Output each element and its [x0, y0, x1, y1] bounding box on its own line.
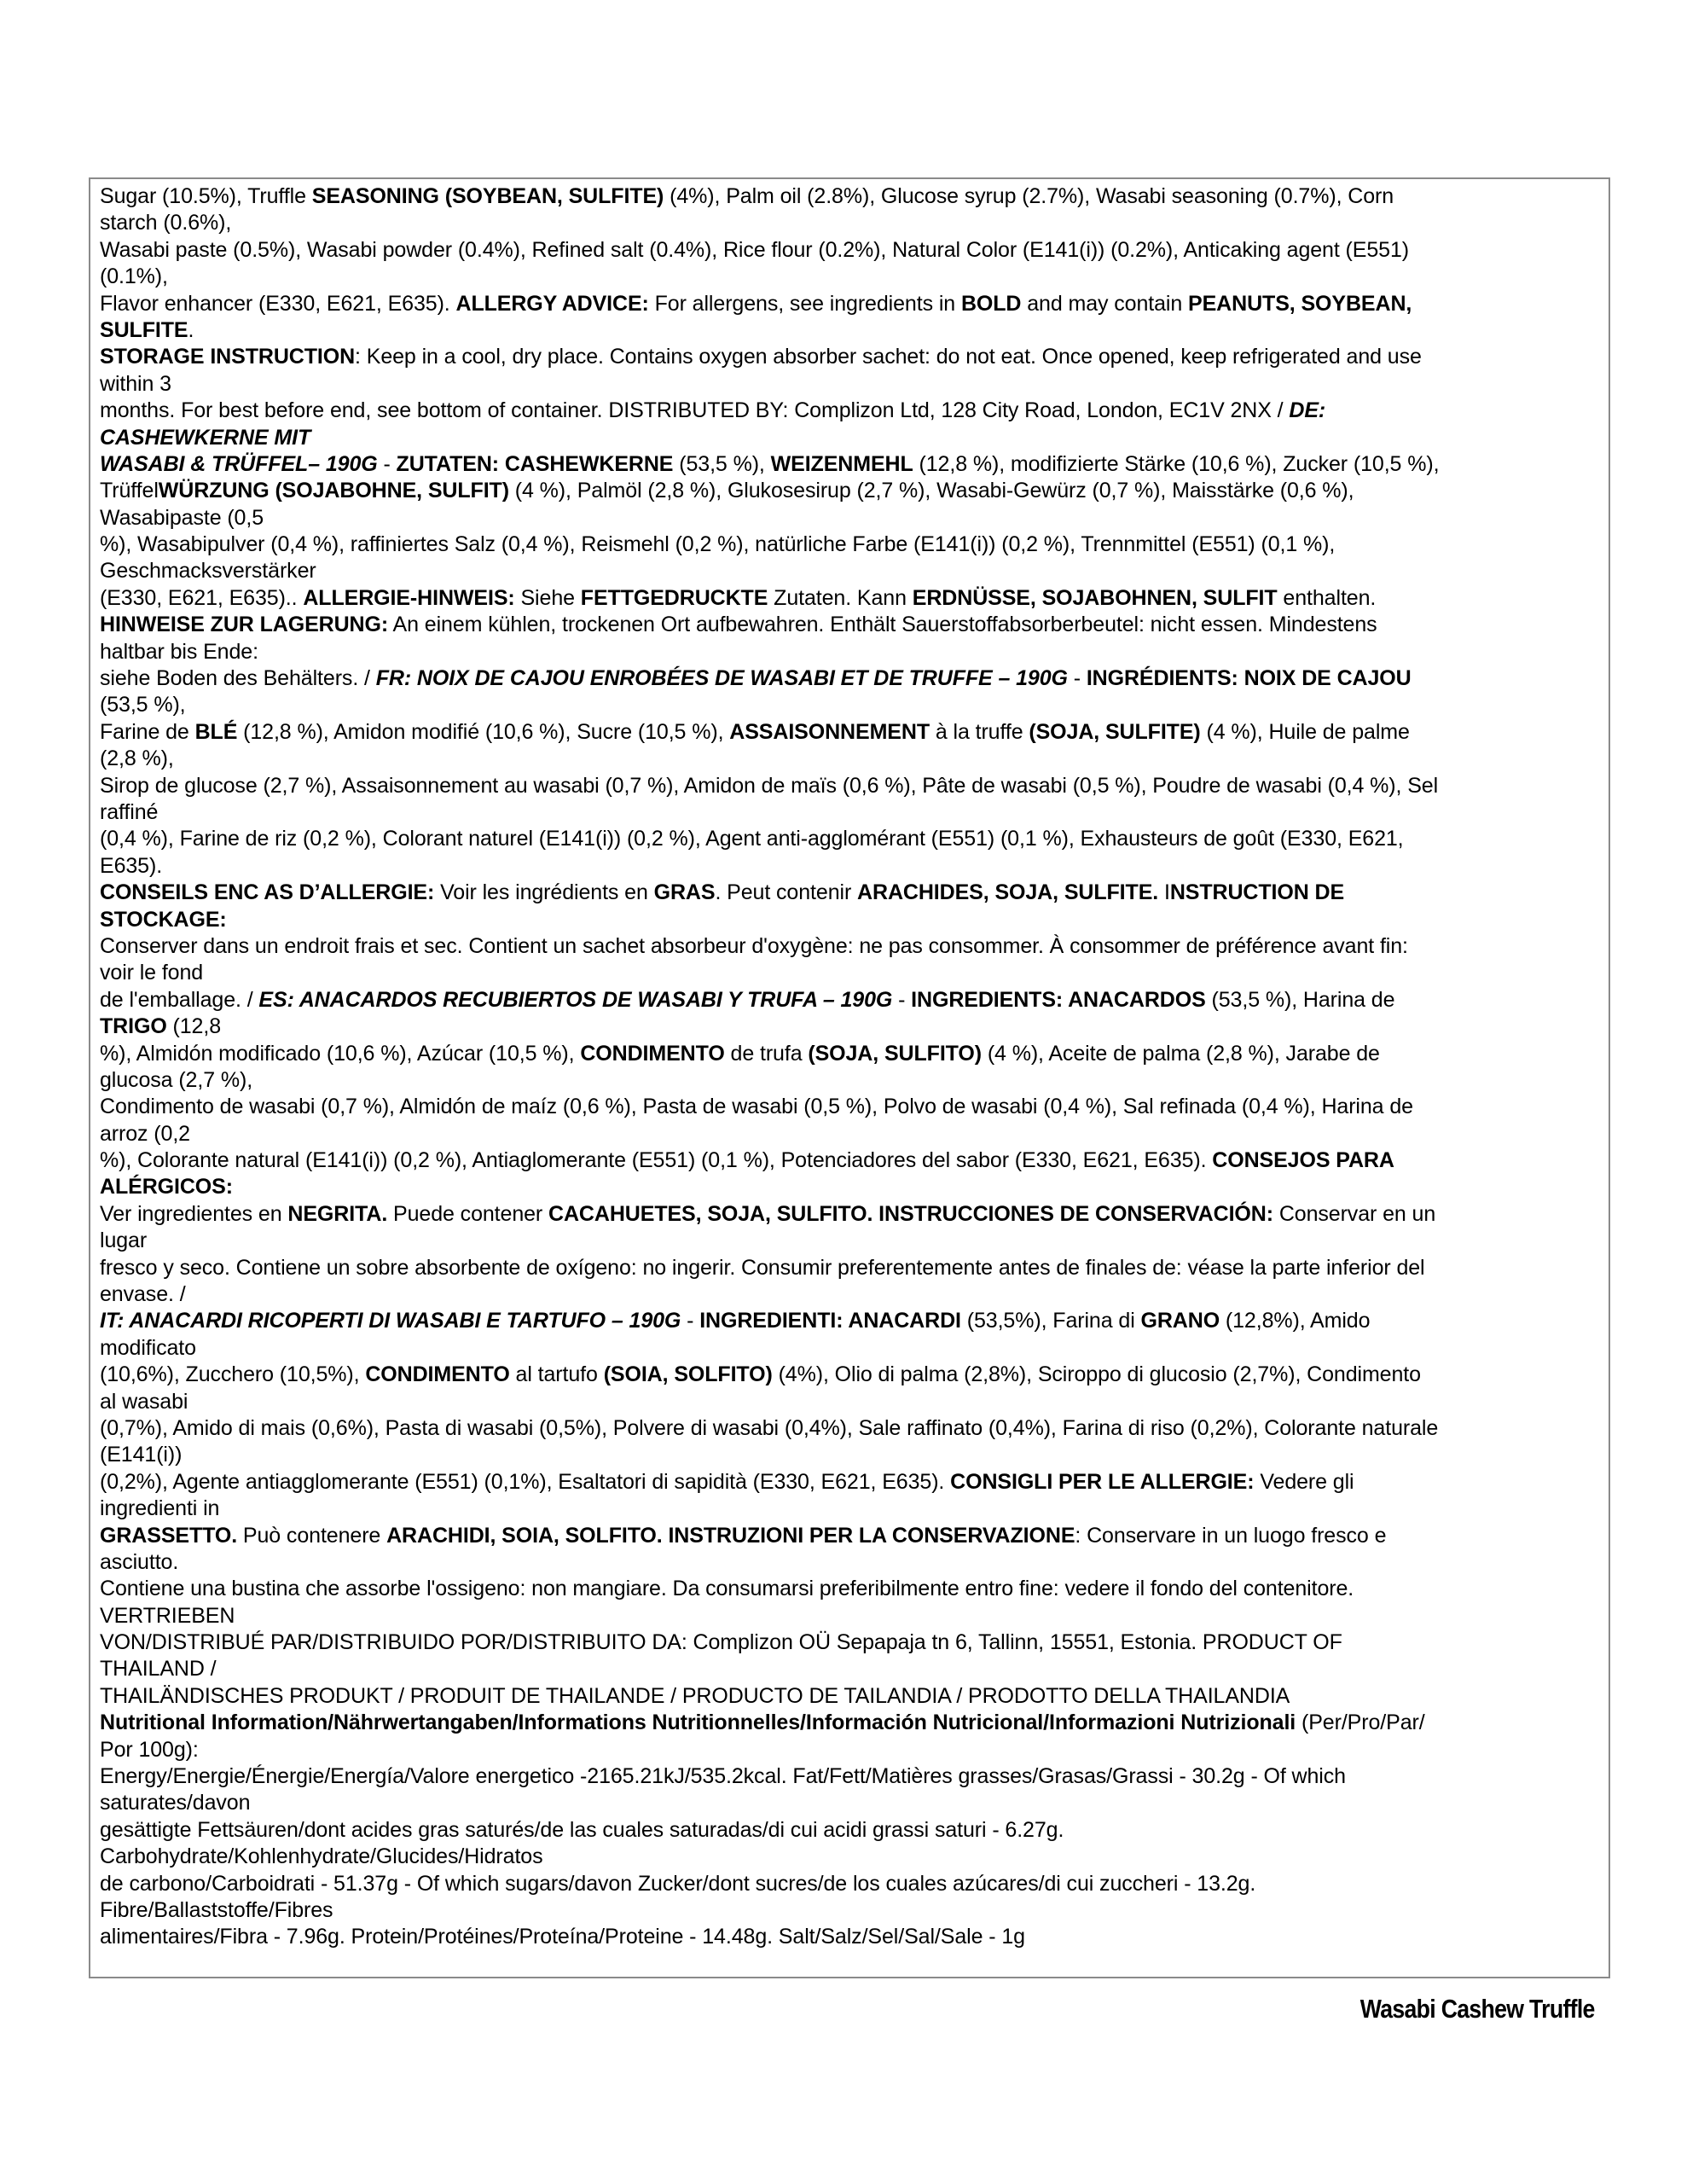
- label-text-segment: ARACHIDI, SOIA, SOLFITO. INSTRUZIONI PER LA CONSERVAZIONE: [386, 1523, 1075, 1548]
- label-text-segment: GRANO: [1140, 1309, 1220, 1333]
- label-text-line: [100, 639, 1600, 665]
- label-text-segment: FR: NOIX DE CAJOU ENROBÉES DE WASABI ET DE TRUFFE – 190G: [375, 666, 1068, 691]
- label-text-line: [100, 1710, 1600, 1736]
- label-text-segment: saturates/davon: [100, 1791, 251, 1815]
- label-text-segment: (4%), Olio di palma (2,8%), Sciroppo di glucosio (2,7%), Condimento: [772, 1362, 1421, 1387]
- label-text-segment: ZUTATEN: CASHEWKERNE: [396, 451, 674, 476]
- label-text-line: [100, 880, 1600, 906]
- label-text-segment: (4 %), Aceite de palma (2,8 %), Jarabe de: [981, 1041, 1380, 1066]
- label-text-line: [100, 773, 1600, 799]
- label-text-line: [100, 398, 1600, 424]
- label-text-line: [100, 344, 1600, 370]
- label-text-segment: TRIGO: [100, 1014, 167, 1039]
- label-text-segment: WEIZENMEHL: [770, 451, 913, 476]
- label-text-segment: (53,5 %),: [673, 451, 771, 476]
- label-text-segment: NEGRITA.: [287, 1201, 388, 1226]
- label-text-line: [100, 558, 1600, 584]
- label-text-segment: Nutritional Information/Nährwertangaben/Informations Nutritionnelles/Información Nutricional/Informazioni Nutrizionali: [100, 1711, 1296, 1735]
- label-text-line: [100, 665, 1600, 692]
- label-text-segment: SULFITE: [100, 317, 188, 342]
- label-text-segment: de carbono/Carboidrati - 51.37g - Of which sugars/davon Zucker/dont sucres/de los cuales azúcares/di cui zuccheri - 13.2g.: [100, 1871, 1256, 1896]
- label-text-line: [100, 907, 1600, 933]
- label-text-line: [100, 1041, 1600, 1067]
- label-text-line: [100, 183, 1600, 210]
- label-text-segment: fresco y seco. Contiene un sobre absorbente de oxígeno: no ingerir. Consumir preferentemente antes de finales de: véase la parte inferior del: [100, 1255, 1425, 1280]
- label-text-segment: (10,6%), Zucchero (10,5%),: [100, 1362, 366, 1387]
- label-text-segment: WÜRZUNG (SOJABOHNE, SULFIT): [158, 479, 509, 503]
- label-text-segment: (E330, E621, E635)..: [100, 585, 304, 610]
- label-text-line: [100, 1094, 1600, 1120]
- label-text-segment: (4%), Palm oil (2.8%), Glucose syrup (2.7%), Wasabi seasoning (0.7%), Corn: [664, 184, 1394, 208]
- label-text-line: [100, 1683, 1600, 1710]
- label-text-line: [100, 1523, 1600, 1549]
- label-text-segment: Sirop de glucose (2,7 %), Assaisonnement au wasabi (0,7 %), Amidon de maïs (0,6 %), Pâte de wasabi (0,5 %), Poudre de wasabi (0,4 %), Sel: [100, 773, 1439, 798]
- label-text-segment: voir le fond: [100, 961, 204, 985]
- label-text-line: [100, 853, 1600, 880]
- label-text-line: [100, 1737, 1600, 1763]
- label-text-line: [100, 1576, 1600, 1602]
- label-text-segment: ALLERGY ADVICE:: [455, 291, 649, 316]
- label-text-segment: Zutaten. Kann: [768, 585, 913, 610]
- label-text-segment: al tartufo: [509, 1362, 604, 1387]
- label-text-segment: gesättigte Fettsäuren/dont acides gras saturés/de las cuales saturadas/di cui acidi grassi saturi - 6.27g.: [100, 1817, 1064, 1842]
- label-text-line: [100, 746, 1600, 772]
- label-text-segment: Trüffel: [100, 479, 159, 503]
- label-text-line: [100, 1201, 1600, 1228]
- label-text-segment: arroz (0,2: [100, 1121, 190, 1146]
- label-text-segment: %), Almidón modificado (10,6 %), Azúcar (10,5 %),: [100, 1041, 581, 1066]
- label-text-segment: CASHEWKERNE MIT: [100, 425, 311, 450]
- label-text-segment: I: [1158, 880, 1170, 905]
- label-text-segment: CACAHUETES, SOJA, SULFITO. INSTRUCCIONES DE CONSERVACIÓN:: [548, 1201, 1273, 1226]
- label-text-segment: (SOJA, SULFITE): [1029, 719, 1201, 744]
- label-text-line: [100, 1174, 1600, 1200]
- label-text-line: [100, 425, 1600, 451]
- label-text-line: [100, 692, 1600, 718]
- label-text-line: [100, 291, 1600, 317]
- label-text-line: [100, 264, 1600, 290]
- label-text-segment: al wasabi: [100, 1389, 188, 1414]
- label-text-segment: (0.1%),: [100, 264, 168, 289]
- label-text-segment: Voir les ingrédients en: [434, 880, 654, 905]
- label-text-line: [100, 1603, 1600, 1629]
- label-text-line: [100, 1469, 1600, 1496]
- label-text-segment: Condimento de wasabi (0,7 %), Almidón de maíz (0,6 %), Pasta de wasabi (0,5 %), Polvo de wasabi (0,4 %), Sal refinada (0,4 %), Harina de: [100, 1095, 1413, 1119]
- label-text-line: [100, 1629, 1600, 1656]
- label-text-segment: GRASSETTO.: [100, 1523, 238, 1548]
- label-text-line: [100, 1067, 1600, 1094]
- label-text-line: [100, 1844, 1600, 1870]
- label-text-segment: CONSIGLI PER LE ALLERGIE:: [950, 1469, 1255, 1494]
- label-text-segment: de trufa: [724, 1041, 809, 1066]
- label-text-line: [100, 1014, 1600, 1040]
- label-text-line: [100, 1228, 1600, 1254]
- label-text-segment: (4 %), Huile de palme: [1200, 719, 1410, 744]
- label-text-segment: (SOJA, SULFITO): [808, 1041, 982, 1066]
- label-text-segment: VERTRIEBEN: [100, 1603, 235, 1628]
- label-text-segment: FETTGEDRUCKTE: [580, 585, 768, 610]
- label-text-line: [100, 1817, 1600, 1844]
- label-text-line: [100, 1763, 1600, 1790]
- label-text-line: [100, 210, 1600, 236]
- label-text-segment: alimentaires/Fibra - 7.96g. Protein/Protéines/Proteína/Proteine - 14.48g. Salt/Salz/Sel/Sal/Sale - 1g: [100, 1925, 1025, 1949]
- label-text-line: [100, 1281, 1600, 1308]
- label-text-line: [100, 1335, 1600, 1362]
- label-text-segment: Sugar (10.5%), Truffle: [100, 184, 312, 208]
- label-text-segment: months. For best before end, see bottom of container. DISTRIBUTED BY: Complizon Ltd, 128 City Road, London, EC1V 2NX /: [100, 398, 1290, 423]
- label-text-line: [100, 1255, 1600, 1281]
- label-text-segment: modificato: [100, 1335, 196, 1360]
- label-text-segment: envase. /: [100, 1282, 186, 1307]
- label-text-segment: glucosa (2,7 %),: [100, 1067, 253, 1092]
- label-text-segment: An einem kühlen, trockenen Ort aufbewahren. Enthält Sauerstoffabsorberbeutel: nicht essen. Mindestens: [388, 613, 1377, 637]
- label-text-segment: : Keep in a cool, dry place. Contains oxygen absorber sachet: do not eat. Once opened, keep refrigerated and use: [355, 345, 1422, 369]
- label-text-line: [100, 585, 1600, 612]
- label-text-segment: lugar: [100, 1228, 148, 1253]
- label-text-segment: ERDNÜSSE, SOJABOHNEN, SULFIT: [912, 585, 1278, 610]
- label-text-segment: (2,8 %),: [100, 746, 174, 771]
- label-text-line: [100, 1924, 1600, 1950]
- label-text-segment: à la truffe: [930, 719, 1029, 744]
- label-text-segment: INGREDIENTI: ANACARDI: [699, 1309, 961, 1333]
- label-text-line: [100, 1871, 1600, 1897]
- label-text-segment: Carbohydrate/Kohlenhydrate/Glucides/Hidratos: [100, 1844, 543, 1869]
- label-text-segment: (12,8 %), modifizierte Stärke (10,6 %), Zucker (10,5 %),: [913, 451, 1440, 476]
- label-text-segment: CONSEJOS PARA: [1212, 1148, 1394, 1173]
- label-text-segment: CONDIMENTO: [365, 1362, 510, 1387]
- label-text-segment: siehe Boden des Behälters. /: [100, 666, 376, 691]
- label-text-segment: (53,5%), Farina di: [960, 1309, 1141, 1333]
- label-text-segment: ASSAISONNEMENT: [729, 719, 930, 744]
- label-text-line: [100, 478, 1600, 504]
- label-text-line: [100, 237, 1600, 264]
- label-text-segment: Farine de: [100, 719, 195, 744]
- label-text-line: [100, 719, 1600, 746]
- label-text-segment: ALÉRGICOS:: [100, 1175, 233, 1199]
- label-text-segment: -: [377, 451, 397, 476]
- label-text-segment: (53,5 %), Harina de: [1205, 987, 1395, 1012]
- label-text-segment: (0,7%), Amido di mais (0,6%), Pasta di wasabi (0,5%), Polvere di wasabi (0,4%), Sale raffinato (0,4%), Farina di riso (0,2%), Colorante naturale: [100, 1415, 1439, 1440]
- label-text-line: [100, 1147, 1600, 1174]
- label-text-segment: : Conservare in un luogo fresco e: [1075, 1523, 1387, 1548]
- label-text-segment: .: [188, 317, 194, 342]
- label-text-segment: (12,8 %), Amidon modifié (10,6 %), Sucre (10,5 %),: [237, 719, 730, 744]
- label-text-segment: %), Colorante natural (E141(i)) (0,2 %), Antiaglomerante (E551) (0,1 %), Potenciadores del sabor (E330, E621, E635).: [100, 1148, 1213, 1173]
- label-text-line: [100, 531, 1600, 558]
- label-text-segment: enthalten.: [1277, 585, 1377, 610]
- label-text-segment: E635).: [100, 853, 163, 878]
- label-text-line: [100, 1389, 1600, 1415]
- label-text-segment: . Peut contenir: [715, 880, 858, 905]
- label-text-line: [100, 1442, 1600, 1468]
- label-text-segment: For allergens, see ingredients in: [648, 291, 961, 316]
- label-text-segment: THAILÄNDISCHES PRODUKT / PRODUIT DE THAILANDE / PRODUCTO DE TAILANDIA / PRODOTTO DELLA THAILANDIA: [100, 1683, 1290, 1708]
- label-text-line: [100, 1362, 1600, 1388]
- label-text-segment: GRAS: [653, 880, 716, 905]
- label-text-segment: HINWEISE ZUR LAGERUNG:: [100, 613, 389, 637]
- label-text-segment: BOLD: [960, 291, 1022, 316]
- label-text-segment: (12,8%), Amido: [1220, 1309, 1371, 1333]
- label-text-line: [100, 960, 1600, 986]
- label-text-segment: (0,4 %), Farine de riz (0,2 %), Colorant naturel (E141(i)) (0,2 %), Agent anti-agglomérant (E551) (0,1 %), Exhausteurs de goût (E330, E621,: [100, 827, 1404, 851]
- label-text-segment: Puede contener: [387, 1201, 549, 1226]
- label-text-segment: de l'emballage. /: [100, 987, 259, 1012]
- label-text-segment: starch (0.6%),: [100, 211, 232, 235]
- label-text-line: [100, 987, 1600, 1014]
- label-text-segment: ARACHIDES, SOJA, SULFITE.: [857, 880, 1159, 905]
- label-text-segment: (12,8: [166, 1014, 222, 1039]
- label-text-line: [100, 826, 1600, 852]
- label-text-segment: CONDIMENTO: [580, 1041, 725, 1066]
- label-text-segment: %), Wasabipulver (0,4 %), raffiniertes Salz (0,4 %), Reismehl (0,2 %), natürliche Farbe (E141(i)) (0,2 %), Trennmittel (E551) (0,1 %),: [100, 532, 1336, 557]
- label-text-segment: (53,5 %),: [100, 693, 186, 717]
- label-text-segment: Conserver dans un endroit frais et sec. Contient un sachet absorbeur d'oxygène: ne pas consommer. À consommer de préférence avant fin:: [100, 933, 1408, 958]
- label-text-segment: STOCKAGE:: [100, 907, 227, 932]
- label-text-segment: haltbar bis Ende:: [100, 639, 258, 664]
- label-text-line: [100, 1415, 1600, 1442]
- label-text-segment: Wasabipaste (0,5: [100, 505, 264, 530]
- label-text-segment: Por 100g):: [100, 1737, 199, 1762]
- label-text-segment: INGRÉDIENTS: NOIX DE CAJOU: [1086, 666, 1412, 691]
- label-text-line: [100, 1496, 1600, 1522]
- label-text-segment: Siehe: [514, 585, 581, 610]
- label-text-segment: VON/DISTRIBUÉ PAR/DISTRIBUIDO POR/DISTRIBUITO DA: Complizon OÜ Sepapaja tn 6, Tallinn, 15551, Estonia. PRODUCT OF: [100, 1630, 1342, 1655]
- label-text-line: [100, 799, 1600, 826]
- label-text-segment: -: [1067, 666, 1087, 691]
- label-text-segment: NSTRUCTION DE: [1169, 880, 1345, 905]
- label-text-segment: -: [681, 1309, 700, 1333]
- label-text-segment: (4 %), Palmöl (2,8 %), Glukosesirup (2,7 %), Wasabi-Gewürz (0,7 %), Maisstärke (0,6 %),: [508, 479, 1354, 503]
- label-text-segment: STORAGE INSTRUCTION: [100, 345, 356, 369]
- label-text-segment: Può contenere: [237, 1523, 387, 1548]
- label-text-line: [100, 1897, 1600, 1924]
- label-text-segment: raffiné: [100, 799, 159, 824]
- ingredients-label-box: [89, 177, 1610, 1978]
- label-text-segment: THAILAND /: [100, 1657, 217, 1682]
- label-text-segment: (E141(i)): [100, 1443, 183, 1467]
- label-text-segment: Geschmacksverstärker: [100, 559, 316, 584]
- label-text-segment: Fibre/Ballaststoffe/Fibres: [100, 1898, 333, 1922]
- label-text-segment: Wasabi paste (0.5%), Wasabi powder (0.4%), Refined salt (0.4%), Rice flour (0.2%), Natural Color (E141(i)) (0.2%), Anticaking agent (E551): [100, 237, 1409, 262]
- label-text-segment: PEANUTS, SOYBEAN,: [1188, 291, 1412, 316]
- label-text-segment: asciutto.: [100, 1549, 179, 1574]
- label-text-segment: (SOIA, SOLFITO): [603, 1362, 773, 1387]
- label-text-segment: and may contain: [1021, 291, 1189, 316]
- label-text-line: [100, 1790, 1600, 1816]
- label-text-segment: Ver ingredientes en: [100, 1201, 288, 1226]
- label-text-line: [100, 1121, 1600, 1147]
- label-text-segment: ingredienti in: [100, 1496, 220, 1521]
- label-text-line: [100, 451, 1600, 478]
- label-text-line: [100, 612, 1600, 638]
- label-text-line: [100, 371, 1600, 398]
- label-text-segment: WASABI & TRÜFFEL– 190G: [100, 451, 378, 476]
- label-text-line: [100, 933, 1600, 960]
- label-text-segment: BLÉ: [194, 719, 238, 744]
- label-text-line: [100, 1656, 1600, 1682]
- label-text-segment: CONSEILS ENC AS D’ALLERGIE:: [100, 880, 435, 905]
- label-text-line: [100, 505, 1600, 531]
- label-text-segment: IT: ANACARDI RICOPERTI DI WASABI E TARTUFO – 190G: [100, 1309, 681, 1333]
- label-text-segment: ES: ANACARDOS RECUBIERTOS DE WASABI Y TRUFA – 190G: [258, 987, 893, 1012]
- label-text-segment: Vedere gli: [1254, 1469, 1354, 1494]
- label-text-segment: Conservar en un: [1272, 1201, 1436, 1226]
- label-text-segment: DE:: [1289, 398, 1326, 423]
- label-text-segment: SEASONING (SOYBEAN, SULFITE): [311, 184, 664, 208]
- label-text-line: [100, 317, 1600, 344]
- label-text-segment: within 3: [100, 371, 171, 396]
- label-text-segment: (Per/Pro/Par/: [1296, 1711, 1425, 1735]
- label-text-segment: (0,2%), Agente antiagglomerante (E551) (0,1%), Esaltatori di sapidità (E330, E621, E635).: [100, 1469, 951, 1494]
- label-text-segment: INGREDIENTS: ANACARDOS: [911, 987, 1206, 1012]
- label-text-segment: ALLERGIE-HINWEIS:: [303, 585, 515, 610]
- product-name: Wasabi Cashew Truffle: [1360, 1994, 1595, 2024]
- label-text-line: [100, 1308, 1600, 1334]
- label-text-segment: Energy/Energie/Énergie/Energía/Valore energetico -2165.21kJ/535.2kcal. Fat/Fett/Matières grasses/Grasas/Grassi - 30.2g - Of which: [100, 1764, 1346, 1789]
- label-text-segment: -: [892, 987, 912, 1012]
- label-text-segment: Contiene una bustina che assorbe l'ossigeno: non mangiare. Da consumarsi preferibilmente entro fine: vedere il fondo del contenitore.: [100, 1577, 1354, 1601]
- label-text-line: [100, 1549, 1600, 1576]
- label-text-segment: Flavor enhancer (E330, E621, E635).: [100, 291, 456, 316]
